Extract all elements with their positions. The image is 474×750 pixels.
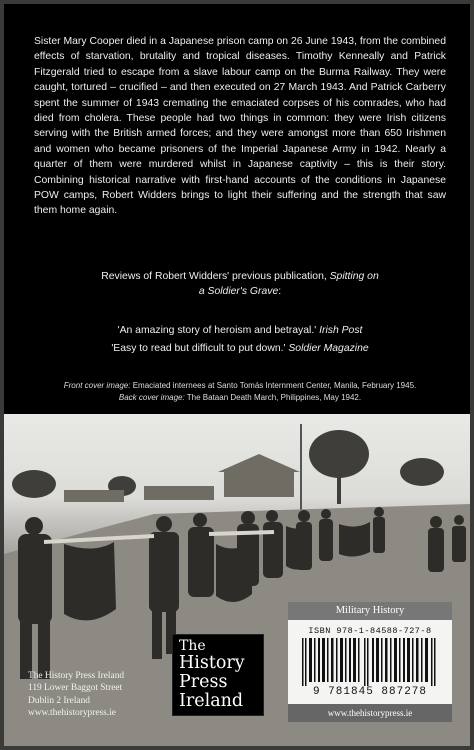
back-credit-label: Back cover image: — [118, 392, 185, 402]
previous-book-title-2: a Soldier's Grave — [198, 286, 279, 298]
reviews-intro-text: Reviews of Robert Widders' previous publication, — [101, 271, 327, 282]
front-credit-label: Front cover image: — [63, 381, 131, 390]
front-cover-credit — [28, 380, 452, 392]
publisher-address-line-1: 119 Lower Baggot Street — [28, 683, 123, 694]
isbn-text: ISBN 978-1-84588-727-8 — [308, 626, 432, 636]
publisher-name: The History Press Ireland — [28, 671, 125, 681]
logo-line-3: Press — [179, 672, 228, 692]
review-quote-2-text: 'Easy to read but difficult to put down.' — [111, 343, 286, 354]
logo-line-2: History — [179, 653, 245, 673]
barcode-digits: 9 781845 887278 — [312, 686, 428, 698]
publisher-address-line-2: Dublin 2 Ireland — [28, 695, 90, 706]
review-quotes — [34, 322, 446, 358]
book-back-cover — [4, 4, 470, 746]
review-quote-1 — [34, 322, 446, 340]
publisher-address — [28, 670, 178, 720]
logo-line-1: The — [179, 638, 206, 654]
reviews-intro — [34, 269, 446, 300]
review-quote-1-text: 'An amazing story of heroism and betrayal.' — [117, 325, 317, 336]
review-quote-1-source: Irish Post — [319, 325, 363, 336]
review-quote-2-source: Soldier Magazine — [288, 343, 369, 354]
logo-line-4: Ireland — [179, 691, 244, 711]
previous-book-title-1: Spitting on — [329, 271, 379, 282]
reviews-colon: : — [278, 286, 282, 298]
back-credit-text: The Bataan Death March, Philippines, May 1942. — [186, 392, 362, 402]
category-label: Military History — [288, 602, 452, 620]
blurb-text: Sister Mary Cooper died in a Japanese prison camp on 26 June 1943, from the combined effects of starvation, brutality and tropical diseases. Timothy Kenneally and Patrick Fitzgerald tried to escape from a slave labour camp on the Burma Railway. They were caught, tortured – crucified – and then executed on 27 March 1943. And Patrick Carberry spent the summer of 1943 cremating the emaciated corpses of his comrades, who had died from cholera. These people had two things in common: they were Irish citizens serving with the British armed forces; and they were amongst more than 650 Irishmen and women who became prisoners of the Imperial Japanese Army in 1942. Nearly a quarter of them were murdered whilst in Japanese captivity – this is their story. Combining historical narrative with first-hand accounts of the conditions in Japanese POW camps, Robert Widders brings to light their suffering and the strength that saw them home again. — [34, 36, 446, 217]
front-credit-text: Emaciated internees at Santo Tomás Internment Center, Manila, February 1945. — [132, 381, 417, 390]
history-press-ireland-logo — [172, 634, 264, 716]
back-cover-credit — [28, 392, 452, 404]
publisher-website: www.thehistorypress.ie — [28, 708, 116, 719]
image-credits — [28, 380, 452, 403]
barcode-website: www.thehistorypress.ie — [288, 704, 452, 722]
barcode-icon — [300, 638, 440, 686]
review-quote-2 — [34, 340, 446, 358]
